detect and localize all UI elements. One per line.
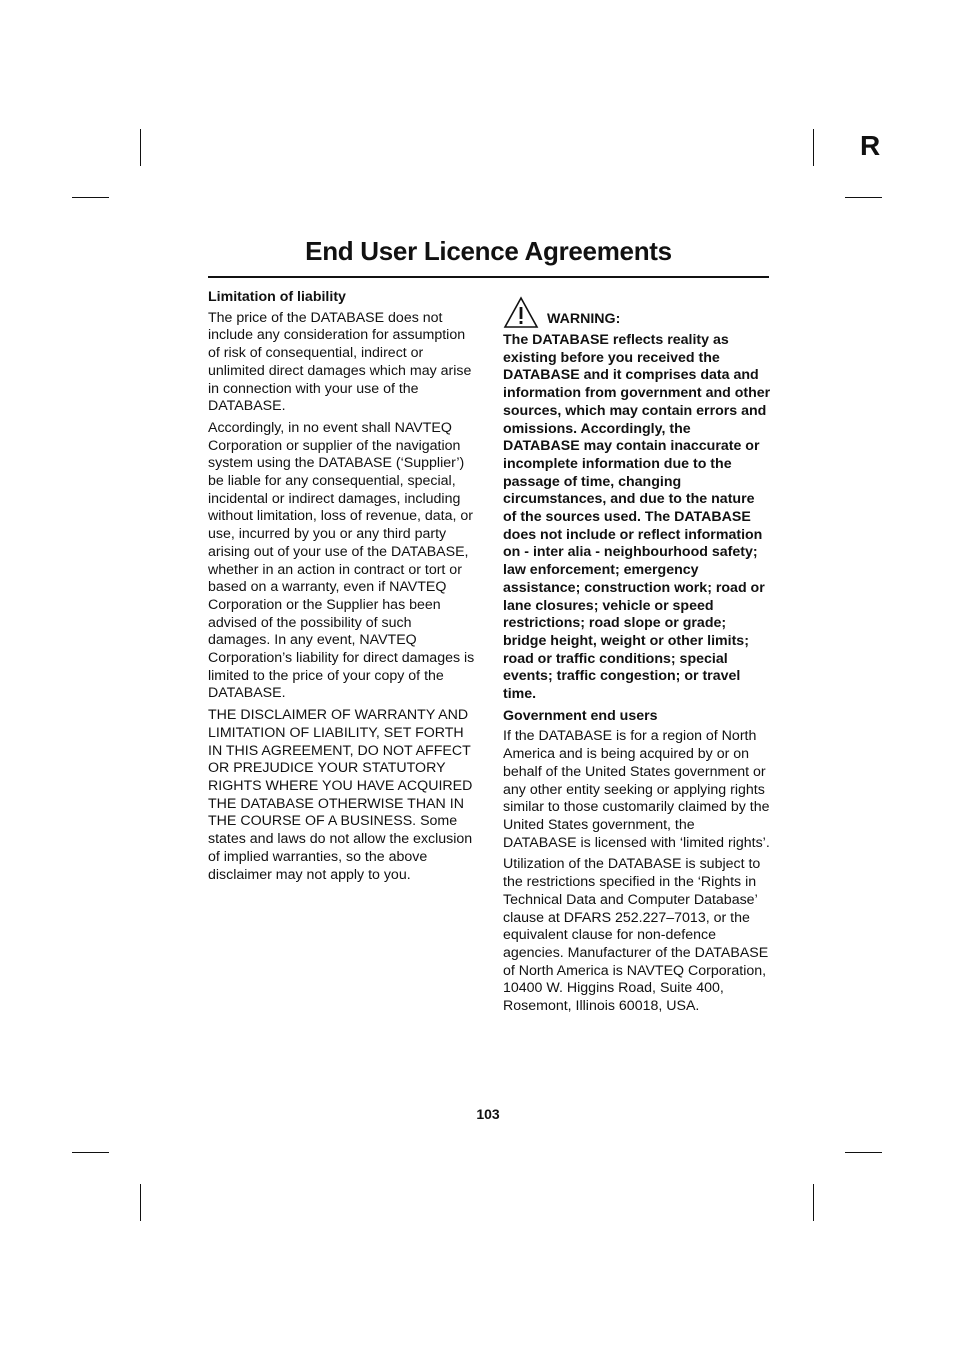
right-column	[503, 296, 771, 1020]
crop-mark	[140, 129, 141, 166]
paragraph: THE DISCLAIMER OF WARRANTY AND LIMITATION OF LIABILITY, SET FORTH IN THIS AGREEMENT, DO NOT AFFECT OR PREJUDICE YOUR STATUTORY RIGHTS WHERE YOU HAVE ACQUIRED THE DATABASE OTHERWISE THAN IN THE COURSE OF A BUSINESS. Some states and laws do not allow the exclusion of implied warranties, so the above disclaimer may not apply to you.	[208, 707, 473, 883]
paragraph: Accordingly, in no event shall NAVTEQ Corporation or supplier of the navigation system using the DATABASE (‘Supplier’) be liable for any consequential, special, incidental or indirect damages, including without limitation, loss of revenue, data, or use, incurred by you or any third party arising out of your use of the DATABASE, whether in an action in contract or tort or based on a warranty, even if NAVTEQ Corporation or the Supplier has been advised of the possibility of such damages. In any event, NAVTEQ Corporation’s liability for direct damages is limited to the price of your copy of the DATABASE.	[208, 419, 475, 702]
crop-mark	[845, 197, 882, 198]
warning-header	[503, 296, 771, 329]
paragraph: The price of the DATABASE does not include any consideration for assumption of risk of consequential, indirect or unlimited direct damages which may arise in connection with your use of the DATABASE.	[208, 309, 472, 415]
left-column	[208, 289, 476, 888]
warning-label: WARNING:	[547, 311, 621, 328]
crop-mark	[813, 1184, 814, 1221]
crop-mark	[72, 1152, 109, 1153]
paragraph: Utilization of the DATABASE is subject to the restrictions specified in the ‘Rights in Technical Data and Computer Database’ clause at DFARS 252.227–7013, or the equivalent clause for non-defence agencies. Manufacturer of the DATABASE of North America is NAVTEQ Corporation, 10400 W. Higgins Road, Suite 400, Rosemont, Illinois 60018, USA.	[503, 856, 769, 1015]
page-title: End User Licence Agreements	[305, 236, 672, 266]
crop-mark	[845, 1152, 882, 1153]
warning-triangle-icon	[503, 296, 539, 329]
crop-mark	[813, 129, 814, 166]
paragraph: If the DATABASE is for a region of North America and is being acquired by or on behalf of the United States government or any other entity seeking or applying rights similar to those customarily claimed by the United States government, the DATABASE is licensed with ‘limited rights’.	[503, 728, 770, 851]
section-letter: R	[860, 130, 881, 161]
title-divider	[208, 276, 769, 278]
crop-mark	[72, 197, 109, 198]
section-heading-limitation: Limitation of liability	[208, 289, 346, 305]
page-number: 103	[476, 1106, 500, 1122]
warning-text: The DATABASE reflects reality as existing before you received the DATABASE and it comprises data and information from government and other sources, which may contain errors and omissions. Accordingly, the DATABASE may contain inaccurate or incomplete information due to the passage of time, changing circumstances, and due to the nature of the sources used. The DATABASE does not include or reflect information on - inter alia - neighbourhood safety; law enforcement; emergency assistance; construction work; road or lane closures; vehicle or speed restrictions; road slope or grade; bridge height, weight or other limits; road or traffic conditions; special events; traffic congestion; or travel time.	[503, 332, 771, 703]
section-heading-government: Government end users	[503, 707, 658, 724]
crop-mark	[140, 1184, 141, 1221]
